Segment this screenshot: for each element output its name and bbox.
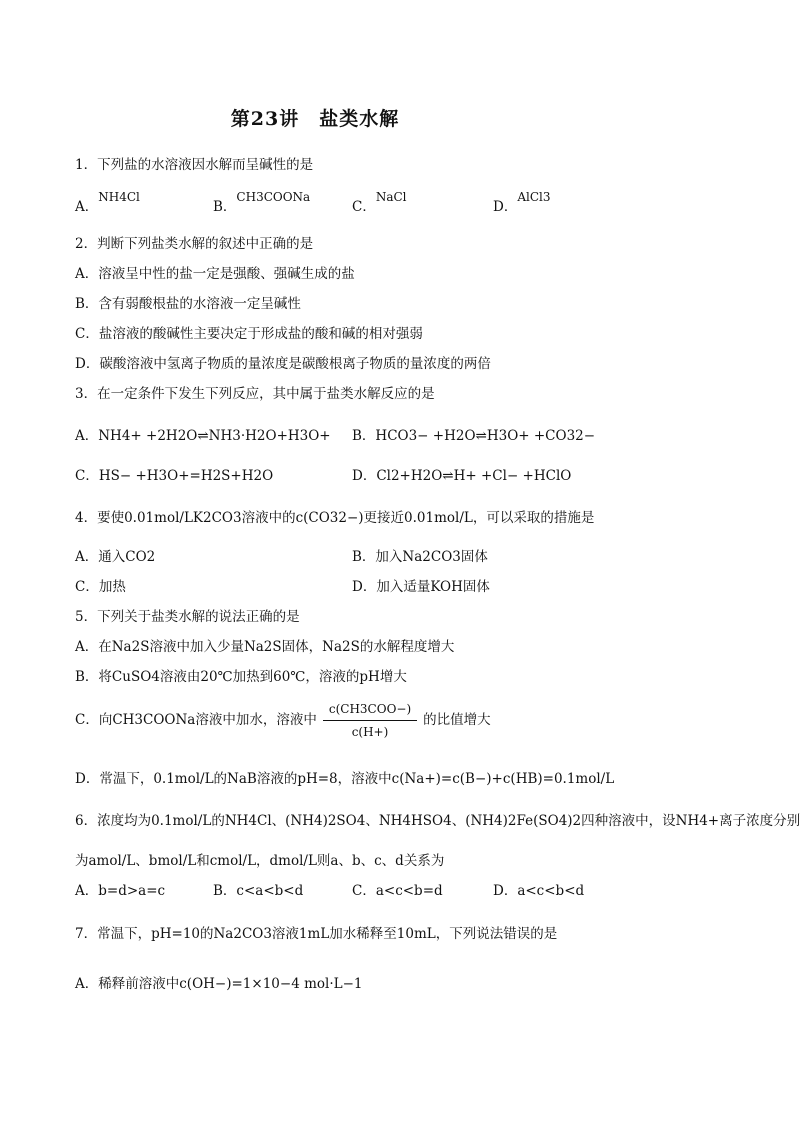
- q6-option-d: D．a<c<b<d: [493, 883, 585, 899]
- q7-option-a: A．稀释前溶液中c(OH−)=1×10−4 mol·L−1: [75, 976, 363, 992]
- q5-option-d: D．常温下，0.1mol/L的NaB溶液的pH=8，溶液中c(Na+)=c(B−)+c(HB)=0.1mol/L: [75, 771, 615, 787]
- q5-option-a: A．在Na2S溶液中加入少量Na2S固体，Na2S的水解程度增大: [75, 639, 455, 655]
- q1-stem: 1．下列盐的水溶液因水解而呈碱性的是: [75, 157, 314, 173]
- q5-fraction: [323, 700, 417, 741]
- q2-option-c: C．盐溶液的酸碱性主要决定于形成盐的酸和碱的相对强弱: [75, 326, 423, 342]
- q6-stem-line2: 为amol/L、bmol/L和cmol/L，dmol/L则a、b、c、d关系为: [75, 853, 445, 869]
- q1-option-a-label: A．: [75, 199, 99, 215]
- q2-option-b: B．含有弱酸根盐的水溶液一定呈碱性: [75, 296, 301, 312]
- q5-fraction-denominator: c(H+): [351, 725, 389, 739]
- q4-option-c: C．加热: [75, 579, 126, 595]
- q4-stem: 4．要使0.01mol/LK2CO3溶液中的c(CO32−)更接近0.01mol/L，可以采取的措施是: [75, 510, 595, 526]
- q4-option-d: D．加入适量KOH固体: [352, 579, 490, 595]
- q5-option-c-prefix: C．向CH3COONa溶液中加水，溶液中: [75, 712, 317, 728]
- q1-option-c-label: C．: [352, 199, 376, 215]
- q5-fraction-numerator: c(CH3COO−): [323, 700, 417, 721]
- q1-option-a: [75, 190, 140, 216]
- q1-option-c-formula: NaCl: [375, 190, 407, 204]
- q6-option-c: C．a<c<b=d: [352, 883, 443, 899]
- q3-option-d: D．Cl2+H2O⇌H+ +Cl− +HClO: [352, 468, 572, 484]
- q7-stem: 7．常温下，pH=10的Na2CO3溶液1mL加水稀释至10mL，下列说法错误的是: [75, 926, 558, 942]
- q1-option-d-formula: AlCl3: [517, 190, 551, 204]
- q3-option-b: B．HCO3− +H2O⇌H3O+ +CO32−: [352, 428, 596, 444]
- q1-option-d-label: D．: [493, 199, 518, 215]
- q5-option-b: B．将CuSO4溶液由20℃加热到60℃，溶液的pH增大: [75, 669, 407, 685]
- q5-option-c: [75, 700, 491, 741]
- q1-option-b: [213, 190, 311, 216]
- q3-option-a: A．NH4+ +2H2O⇌NH3·H2O+H3O+: [75, 428, 331, 444]
- q2-option-d: D．碳酸溶液中氢离子物质的量浓度是碳酸根离子物质的量浓度的两倍: [75, 356, 491, 372]
- q1-option-b-formula: CH3COONa: [236, 190, 311, 204]
- q6-option-b: B．c<a<b<d: [213, 883, 304, 899]
- q4-option-b: B．加入Na2CO3固体: [352, 549, 488, 565]
- q1-option-a-formula: NH4Cl: [98, 190, 140, 204]
- q6-stem-line1: 6．浓度均为0.1mol/L的NH4Cl、(NH4)2SO4、NH4HSO4、(NH4)2Fe(SO4)2四种溶液中，设NH4+离子浓度分别: [75, 813, 800, 829]
- q6-option-a: A．b=d>a=c: [75, 883, 166, 899]
- q3-option-c: C．HS− +H3O+=H2S+H2O: [75, 468, 274, 484]
- q1-option-b-label: B．: [213, 199, 237, 215]
- q3-stem: 3．在一定条件下发生下列反应，其中属于盐类水解反应的是: [75, 386, 435, 402]
- q2-stem: 2．判断下列盐类水解的叙述中正确的是: [75, 236, 314, 252]
- q1-option-c: [352, 190, 407, 216]
- page-title: 第23讲 盐类水解: [230, 108, 400, 130]
- q5-stem: 5．下列关于盐类水解的说法正确的是: [75, 609, 300, 625]
- q5-option-c-suffix: 的比值增大: [423, 712, 491, 728]
- q1-option-d: [493, 190, 551, 216]
- q4-option-a: A．通入CO2: [75, 549, 156, 565]
- q2-option-a: A．溶液呈中性的盐一定是强酸、强碱生成的盐: [75, 266, 355, 282]
